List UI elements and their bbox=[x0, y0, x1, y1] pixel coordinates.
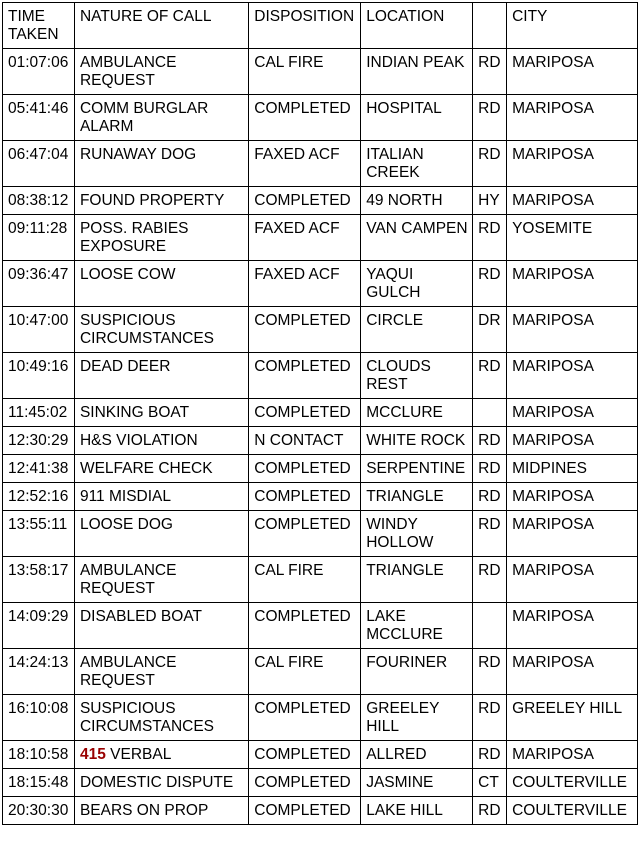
cell-nature: LOOSE DOG bbox=[74, 511, 248, 557]
cell-suffix: CT bbox=[473, 769, 507, 797]
table-row bbox=[3, 399, 638, 427]
table-row bbox=[3, 49, 638, 95]
cell-time: 14:24:13 bbox=[3, 649, 75, 695]
cell-time: 12:41:38 bbox=[3, 455, 75, 483]
cell-disposition: FAXED ACF bbox=[249, 141, 361, 187]
cell-disposition: COMPLETED bbox=[249, 603, 361, 649]
cell-city: YOSEMITE bbox=[507, 215, 638, 261]
cell-location: VAN CAMPEN bbox=[361, 215, 473, 261]
cell-city: MARIPOSA bbox=[507, 141, 638, 187]
cell-nature: COMM BURGLAR ALARM bbox=[74, 95, 248, 141]
cell-disposition: COMPLETED bbox=[249, 307, 361, 353]
cell-time: 10:47:00 bbox=[3, 307, 75, 353]
cell-location: HOSPITAL bbox=[361, 95, 473, 141]
cell-suffix: RD bbox=[473, 353, 507, 399]
cell-location: GREELEY HILL bbox=[361, 695, 473, 741]
cell-location: ALLRED bbox=[361, 741, 473, 769]
cell-nature: AMBULANCE REQUEST bbox=[74, 557, 248, 603]
table-row bbox=[3, 187, 638, 215]
cell-city: MARIPOSA bbox=[507, 427, 638, 455]
cell-location: TRIANGLE bbox=[361, 557, 473, 603]
table-row bbox=[3, 511, 638, 557]
table-row bbox=[3, 695, 638, 741]
cell-disposition: COMPLETED bbox=[249, 95, 361, 141]
cell-time: 06:47:04 bbox=[3, 141, 75, 187]
cell-time: 01:07:06 bbox=[3, 49, 75, 95]
cell-time: 12:52:16 bbox=[3, 483, 75, 511]
cell-city: GREELEY HILL bbox=[507, 695, 638, 741]
cell-suffix: RD bbox=[473, 455, 507, 483]
cell-nature: RUNAWAY DOG bbox=[74, 141, 248, 187]
cell-time: 16:10:08 bbox=[3, 695, 75, 741]
cell-disposition: COMPLETED bbox=[249, 455, 361, 483]
cell-suffix: RD bbox=[473, 557, 507, 603]
cell-suffix: RD bbox=[473, 741, 507, 769]
table-header-row bbox=[3, 3, 638, 49]
cell-disposition: COMPLETED bbox=[249, 511, 361, 557]
table-row bbox=[3, 797, 638, 825]
cell-disposition: N CONTACT bbox=[249, 427, 361, 455]
cell-location: MCCLURE bbox=[361, 399, 473, 427]
cell-time: 09:36:47 bbox=[3, 261, 75, 307]
header-location: LOCATION bbox=[361, 3, 473, 49]
cell-nature: DISABLED BOAT bbox=[74, 603, 248, 649]
cell-nature: FOUND PROPERTY bbox=[74, 187, 248, 215]
cell-city: MIDPINES bbox=[507, 455, 638, 483]
cell-location: INDIAN PEAK bbox=[361, 49, 473, 95]
cell-suffix: RD bbox=[473, 797, 507, 825]
table-row bbox=[3, 261, 638, 307]
cell-suffix: RD bbox=[473, 261, 507, 307]
table-row bbox=[3, 427, 638, 455]
table-row bbox=[3, 95, 638, 141]
cell-nature: H&S VIOLATION bbox=[74, 427, 248, 455]
cell-suffix: RD bbox=[473, 695, 507, 741]
nature-text: VERBAL bbox=[110, 746, 172, 763]
cell-nature bbox=[74, 741, 248, 769]
cell-nature: BEARS ON PROP bbox=[74, 797, 248, 825]
nature-code: 415 bbox=[79, 746, 106, 763]
cell-city: MARIPOSA bbox=[507, 95, 638, 141]
header-suffix bbox=[473, 3, 507, 49]
cell-suffix: RD bbox=[473, 511, 507, 557]
cell-time: 13:55:11 bbox=[3, 511, 75, 557]
cell-disposition: FAXED ACF bbox=[249, 215, 361, 261]
cell-suffix: DR bbox=[473, 307, 507, 353]
cell-suffix: RD bbox=[473, 141, 507, 187]
cell-nature: 911 MISDIAL bbox=[74, 483, 248, 511]
cell-nature: WELFARE CHECK bbox=[74, 455, 248, 483]
header-city: CITY bbox=[507, 3, 638, 49]
cell-disposition: COMPLETED bbox=[249, 695, 361, 741]
cell-location: FOURINER bbox=[361, 649, 473, 695]
cell-suffix bbox=[473, 603, 507, 649]
cell-disposition: COMPLETED bbox=[249, 483, 361, 511]
cell-time: 09:11:28 bbox=[3, 215, 75, 261]
cell-time: 08:38:12 bbox=[3, 187, 75, 215]
table-row bbox=[3, 455, 638, 483]
table-row bbox=[3, 603, 638, 649]
call-log-table bbox=[2, 2, 638, 825]
cell-disposition: CAL FIRE bbox=[249, 649, 361, 695]
cell-location: CIRCLE bbox=[361, 307, 473, 353]
cell-time: 18:15:48 bbox=[3, 769, 75, 797]
cell-location: LAKE MCCLURE bbox=[361, 603, 473, 649]
cell-suffix: RD bbox=[473, 427, 507, 455]
cell-time: 13:58:17 bbox=[3, 557, 75, 603]
table-row bbox=[3, 741, 638, 769]
cell-time: 10:49:16 bbox=[3, 353, 75, 399]
cell-location: WHITE ROCK bbox=[361, 427, 473, 455]
cell-suffix: RD bbox=[473, 95, 507, 141]
cell-nature: SINKING BOAT bbox=[74, 399, 248, 427]
cell-time: 18:10:58 bbox=[3, 741, 75, 769]
cell-location: YAQUI GULCH bbox=[361, 261, 473, 307]
table-row bbox=[3, 215, 638, 261]
cell-time: 05:41:46 bbox=[3, 95, 75, 141]
cell-city: COULTERVILLE bbox=[507, 769, 638, 797]
cell-city: MARIPOSA bbox=[507, 511, 638, 557]
cell-city: MARIPOSA bbox=[507, 483, 638, 511]
cell-nature: DOMESTIC DISPUTE bbox=[74, 769, 248, 797]
cell-city: MARIPOSA bbox=[507, 399, 638, 427]
cell-nature: DEAD DEER bbox=[74, 353, 248, 399]
cell-city: MARIPOSA bbox=[507, 261, 638, 307]
cell-nature: AMBULANCE REQUEST bbox=[74, 49, 248, 95]
cell-city: MARIPOSA bbox=[507, 353, 638, 399]
cell-disposition: COMPLETED bbox=[249, 797, 361, 825]
cell-city: COULTERVILLE bbox=[507, 797, 638, 825]
cell-disposition: CAL FIRE bbox=[249, 49, 361, 95]
cell-time: 12:30:29 bbox=[3, 427, 75, 455]
cell-location: JASMINE bbox=[361, 769, 473, 797]
cell-nature: POSS. RABIES EXPOSURE bbox=[74, 215, 248, 261]
cell-city: MARIPOSA bbox=[507, 603, 638, 649]
cell-suffix: RD bbox=[473, 483, 507, 511]
cell-time: 11:45:02 bbox=[3, 399, 75, 427]
cell-time: 14:09:29 bbox=[3, 603, 75, 649]
cell-disposition: COMPLETED bbox=[249, 399, 361, 427]
header-time-taken: TIME TAKEN bbox=[3, 3, 75, 49]
cell-city: MARIPOSA bbox=[507, 187, 638, 215]
cell-time: 20:30:30 bbox=[3, 797, 75, 825]
cell-suffix: RD bbox=[473, 649, 507, 695]
cell-nature: SUSPICIOUS CIRCUMSTANCES bbox=[74, 695, 248, 741]
header-disposition: DISPOSITION bbox=[249, 3, 361, 49]
table-row bbox=[3, 307, 638, 353]
cell-nature: AMBULANCE REQUEST bbox=[74, 649, 248, 695]
cell-city: MARIPOSA bbox=[507, 307, 638, 353]
cell-disposition: COMPLETED bbox=[249, 187, 361, 215]
cell-disposition: FAXED ACF bbox=[249, 261, 361, 307]
header-nature-of-call: NATURE OF CALL bbox=[74, 3, 248, 49]
table-row bbox=[3, 769, 638, 797]
cell-city: MARIPOSA bbox=[507, 741, 638, 769]
cell-suffix: HY bbox=[473, 187, 507, 215]
cell-disposition: CAL FIRE bbox=[249, 557, 361, 603]
cell-disposition: COMPLETED bbox=[249, 741, 361, 769]
cell-suffix bbox=[473, 399, 507, 427]
table-row bbox=[3, 353, 638, 399]
cell-location: SERPENTINE bbox=[361, 455, 473, 483]
cell-nature: SUSPICIOUS CIRCUMSTANCES bbox=[74, 307, 248, 353]
cell-suffix: RD bbox=[473, 215, 507, 261]
cell-disposition: COMPLETED bbox=[249, 353, 361, 399]
cell-disposition: COMPLETED bbox=[249, 769, 361, 797]
cell-city: MARIPOSA bbox=[507, 649, 638, 695]
cell-location: 49 NORTH bbox=[361, 187, 473, 215]
cell-location: WINDY HOLLOW bbox=[361, 511, 473, 557]
table-row bbox=[3, 141, 638, 187]
cell-location: ITALIAN CREEK bbox=[361, 141, 473, 187]
cell-nature: LOOSE COW bbox=[74, 261, 248, 307]
table-row bbox=[3, 649, 638, 695]
table-row bbox=[3, 483, 638, 511]
table-row bbox=[3, 557, 638, 603]
cell-location: LAKE HILL bbox=[361, 797, 473, 825]
cell-location: TRIANGLE bbox=[361, 483, 473, 511]
cell-city: MARIPOSA bbox=[507, 49, 638, 95]
cell-city: MARIPOSA bbox=[507, 557, 638, 603]
cell-suffix: RD bbox=[473, 49, 507, 95]
cell-location: CLOUDS REST bbox=[361, 353, 473, 399]
